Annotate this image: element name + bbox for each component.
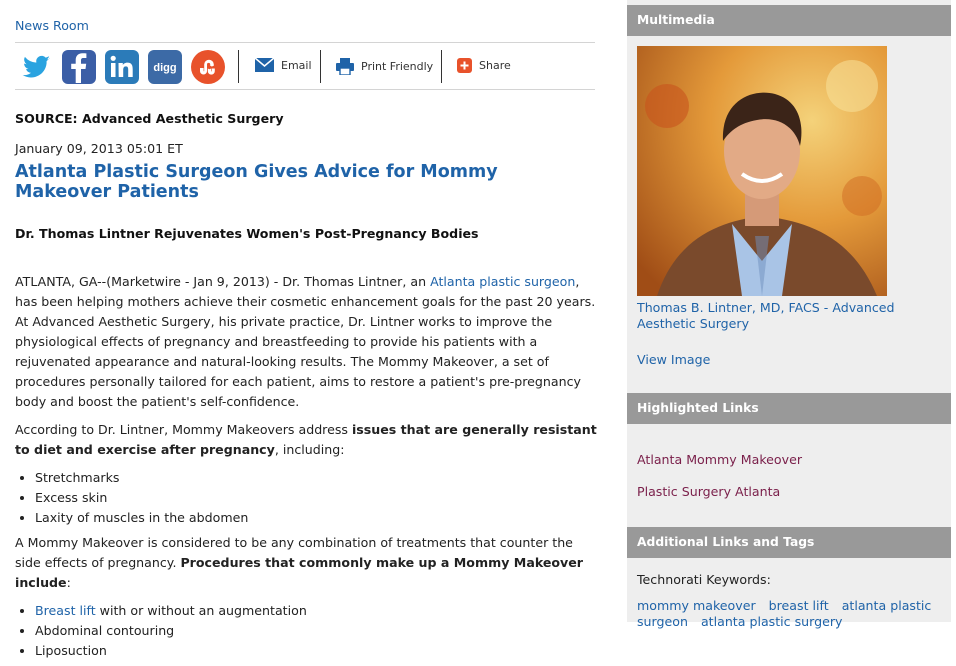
highlighted-links-header: Highlighted Links [627, 393, 951, 424]
text: with or without an augmentation [95, 603, 307, 618]
article-title: Atlanta Plastic Surgeon Gives Advice for Mommy Makeover Patients [15, 162, 498, 202]
portrait-image[interactable] [637, 46, 887, 296]
separator [320, 50, 321, 83]
plus-icon [457, 58, 472, 73]
facebook-icon[interactable] [62, 50, 96, 84]
paragraph [15, 533, 600, 593]
tag-link[interactable]: breast lift [768, 598, 829, 613]
separator [441, 50, 442, 83]
tag-link[interactable]: atlanta plastic surgeon [637, 598, 932, 629]
sidebar [627, 0, 951, 629]
photo-caption-link[interactable]: Thomas B. Lintner, MD, FACS - Advanced Aesthetic Surgery [637, 300, 895, 331]
procedure-list [15, 601, 600, 661]
separator [238, 50, 239, 83]
additional-links-header: Additional Links and Tags [627, 527, 951, 558]
email-button[interactable] [255, 58, 312, 72]
share-button[interactable] [457, 58, 511, 73]
print-friendly-label: Print Friendly [361, 60, 434, 73]
breast-lift-link[interactable]: Breast lift [35, 603, 96, 618]
text: A Mommy Makeover is considered to be any combination of treatments that counter the side effects of pregnancy. [15, 535, 573, 570]
list-item: • Liposuction [35, 641, 600, 661]
envelope-icon [255, 58, 274, 72]
atlanta-plastic-surgeon-link[interactable]: Atlanta plastic surgeon [430, 274, 576, 289]
text: ATLANTA, GA--(Marketwire - Jan 9, 2013) - Dr. Thomas Lintner, an [15, 274, 431, 289]
publish-date: January 09, 2013 05:01 ET [15, 141, 183, 156]
plastic-surgery-atlanta-link[interactable]: Plastic Surgery Atlanta [637, 484, 781, 499]
multimedia-header: Multimedia [627, 5, 951, 36]
tag-link[interactable]: atlanta plastic surgery [700, 614, 843, 629]
symptom-list [15, 468, 600, 528]
paragraph [15, 420, 600, 460]
article-subtitle: Dr. Thomas Lintner Rejuvenates Women's Post-Pregnancy Bodies [15, 226, 479, 241]
list-item: • Stretchmarks [35, 468, 600, 488]
printer-icon [336, 58, 354, 75]
view-image-link[interactable]: View Image [637, 352, 711, 367]
source-line: SOURCE: Advanced Aesthetic Surgery [15, 111, 284, 126]
digg-icon[interactable] [148, 50, 182, 84]
page-edge [951, 0, 956, 622]
text: , has been helping mothers achieve their cosmetic enhancement goals for the past 20 years. At Advanced Aesthetic Surgery, his private practice, Dr. Lintner works to improve the physiological effects of pregnancy and breastfeeding to provide his patients with a rejuvenated appearance and natural-looking results. The Mommy Makeover, a set of procedures personally tailored for each patient, aims to restore a patient's pre-pregnancy body and boost the patient's self-confidence. [15, 274, 596, 409]
tag-link[interactable]: mommy makeover [637, 598, 756, 613]
email-label: Email [281, 58, 312, 72]
paragraph [15, 272, 600, 412]
list-item: • Laxity of muscles in the abdomen [35, 508, 600, 528]
article-body [15, 272, 600, 666]
bold-text: issues that are generally resistant to diet and exercise after pregnancy [15, 422, 597, 457]
stumbleupon-icon[interactable] [191, 50, 225, 84]
text: According to Dr. Lintner, Mommy Makeovers address [15, 422, 352, 437]
text: : [66, 575, 71, 590]
list-item: • Abdominal contouring [35, 621, 600, 641]
linkedin-icon[interactable] [105, 50, 139, 84]
atlanta-mommy-makeover-link[interactable]: Atlanta Mommy Makeover [637, 452, 803, 467]
list-item: • Excess skin [35, 488, 600, 508]
technorati-label: Technorati Keywords: [637, 572, 771, 587]
tag-list [637, 598, 937, 630]
twitter-icon[interactable] [19, 50, 53, 84]
newsroom-link[interactable]: News Room [15, 18, 89, 33]
print-friendly-button[interactable] [336, 58, 433, 75]
svg-text:digg: digg [153, 62, 177, 74]
share-toolbar [15, 42, 595, 90]
list-item [35, 601, 600, 621]
text: , including: [274, 442, 345, 457]
bold-text: Procedures that commonly make up a Mommy Makeover include [15, 555, 584, 590]
share-label: Share [479, 59, 511, 72]
